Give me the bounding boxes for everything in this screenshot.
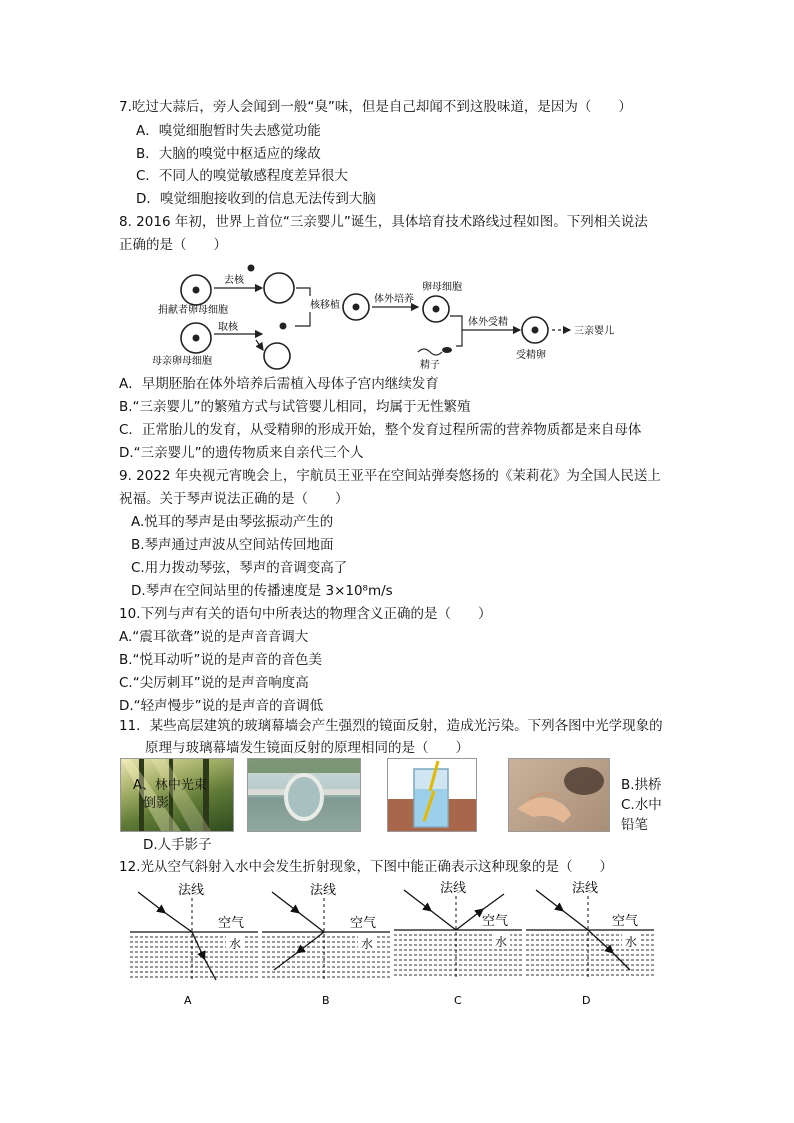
q8-option-d[interactable]: D.“三亲婴儿”的遗传物质来自亲代三个人 [119, 445, 364, 461]
step-take-nucleus: 取核 [218, 322, 238, 333]
svg-text:水: 水 [361, 937, 374, 951]
q9-option-b[interactable]: B.琴声通过声波从空间站传回地面 [131, 537, 334, 553]
q9-stem-line2: 祝福。关于琴声说法正确的是（ ） [119, 491, 349, 507]
q9-option-a[interactable]: A.悦耳的琴声是由琴弦振动产生的 [131, 514, 334, 530]
q7-option-d[interactable]: D．嗅觉细胞接收到的信息无法传到大脑 [136, 191, 376, 207]
mother-oocyte-nucleus [193, 335, 200, 342]
q10-option-c[interactable]: C.“尖厉刺耳”说的是声音响度高 [119, 675, 309, 691]
oocyte-label: 卵母细胞 [422, 282, 462, 293]
mother-remaining-cell [264, 343, 290, 369]
svg-text:水: 水 [229, 937, 242, 951]
photo-a-label-1: A、林中光束 [133, 778, 207, 793]
q8-option-a[interactable]: A．早期胚胎在体外培养后需植入母体子宫内继续发育 [119, 376, 439, 392]
svg-text:空气: 空气 [350, 916, 377, 931]
q10-option-d[interactable]: D.“轻声慢步”说的是声音的音调低 [119, 698, 324, 714]
refraction-panel-a[interactable] [130, 880, 258, 1010]
q7-option-b[interactable]: B．大脑的嗅觉中枢适应的缘故 [136, 146, 321, 162]
q10-option-b[interactable]: B.“悦耳动听”说的是声音的音色美 [119, 652, 323, 668]
result-label: 三亲婴儿 [574, 326, 614, 337]
svg-text:法线: 法线 [178, 883, 205, 898]
label-c-2: 铅笔 [621, 817, 648, 833]
q9-option-c[interactable]: C.用力拨动琴弦，琴声的音调变高了 [131, 560, 348, 576]
svg-text:空气: 空气 [612, 914, 639, 929]
q7-option-c[interactable]: C．不同人的嗅觉敏感程度差异很大 [136, 168, 348, 184]
panel-label-d: D [582, 994, 591, 1007]
q11-stem-line2: 原理与玻璃幕墙发生镜面反射的原理相同的是（ ） [145, 740, 469, 756]
photo-a-label-2: 倒影 [143, 796, 170, 811]
svg-text:水: 水 [625, 935, 638, 949]
mother-label: 母亲卵母细胞 [152, 356, 212, 367]
q7-stem: 7.吃过大蒜后，旁人会闻到一般“臭”味，但是自己却闻不到这股味道，是因为（ ） [119, 99, 632, 115]
panel-label-a: A [184, 994, 192, 1007]
glass-pencil-icon [388, 759, 476, 831]
panel-label-b: B [322, 994, 330, 1007]
svg-text:法线: 法线 [572, 881, 599, 896]
enucleated-donor-cell [264, 273, 294, 303]
step-remove-nucleus: 去核 [224, 275, 244, 286]
refraction-panel-d[interactable] [526, 878, 654, 1010]
q7-option-a[interactable]: A．嗅觉细胞暂时失去感觉功能 [136, 123, 321, 139]
sperm-label: 精子 [420, 360, 440, 370]
svg-text:空气: 空气 [218, 916, 245, 931]
step-transfer: 核移植 [310, 300, 340, 311]
zygote-label: 受精卵 [516, 350, 546, 361]
hand-shadow-icon [509, 759, 609, 831]
q8-option-c[interactable]: C．正常胎儿的发育，从受精卵的形成开始，整个发育过程所需的营养物质都是来自母体 [119, 422, 642, 438]
q10-option-a[interactable]: A.“震耳欲聋”说的是声音音调大 [119, 629, 309, 645]
three-parent-baby-diagram [150, 258, 630, 370]
q10-stem: 10.下列与声有关的语句中所表达的物理含义正确的是（ ） [119, 606, 492, 622]
refraction-panel-c[interactable] [394, 878, 522, 1010]
photo-forest-light[interactable] [120, 758, 234, 832]
label-d: D.人手影子 [143, 837, 212, 853]
svg-text:法线: 法线 [310, 883, 337, 898]
q12-stem: 12.光从空气斜射入水中会发生折射现象，下图中能正确表示这种现象的是（ ） [119, 859, 613, 875]
q8-stem-line1: 8. 2016 年初，世界上首位“三亲婴儿”诞生，具体培育技术路线过程如图。下列相关说法 [119, 214, 648, 230]
svg-text:水: 水 [495, 935, 508, 949]
step-fertilize: 体外受精 [468, 317, 508, 328]
q8-stem-line2: 正确的是（ ） [119, 237, 227, 253]
q9-stem-line1: 9. 2022 年央视元宵晚会上，宇航员王亚平在空间站弹奏悠扬的《茉莉花》为全国人民送上 [119, 468, 661, 484]
photo-hand-shadow[interactable] [508, 758, 610, 832]
sperm-shape [418, 349, 442, 355]
step-culture: 体外培养 [374, 294, 414, 305]
photo-arch-bridge[interactable] [247, 758, 361, 832]
q11-stem-line1: 11．某些高层建筑的玻璃幕墙会产生强烈的镜面反射，造成光污染。下列各图中光学现象的 [119, 718, 663, 734]
donor-oocyte-nucleus [193, 287, 200, 294]
label-b: B.拱桥 [621, 777, 662, 793]
donor-label: 捐献者卵母细胞 [158, 305, 228, 316]
taken-nucleus [280, 323, 287, 330]
q8-option-b[interactable]: B.“三亲婴儿”的繁殖方式与试管婴儿相同，均属于无性繁殖 [119, 399, 471, 415]
removed-nucleus [248, 265, 255, 272]
photo-pencil-in-water[interactable] [387, 758, 477, 832]
label-c-1: C.水中 [621, 797, 662, 813]
refraction-panel-b[interactable] [262, 880, 390, 1010]
svg-text:空气: 空气 [482, 914, 509, 929]
q9-option-d[interactable]: D.琴声在空间站里的传播速度是 3×10⁸m/s [131, 583, 393, 599]
panel-label-c: C [454, 994, 462, 1007]
svg-text:法线: 法线 [440, 881, 467, 896]
arch-bridge-icon [248, 759, 360, 831]
